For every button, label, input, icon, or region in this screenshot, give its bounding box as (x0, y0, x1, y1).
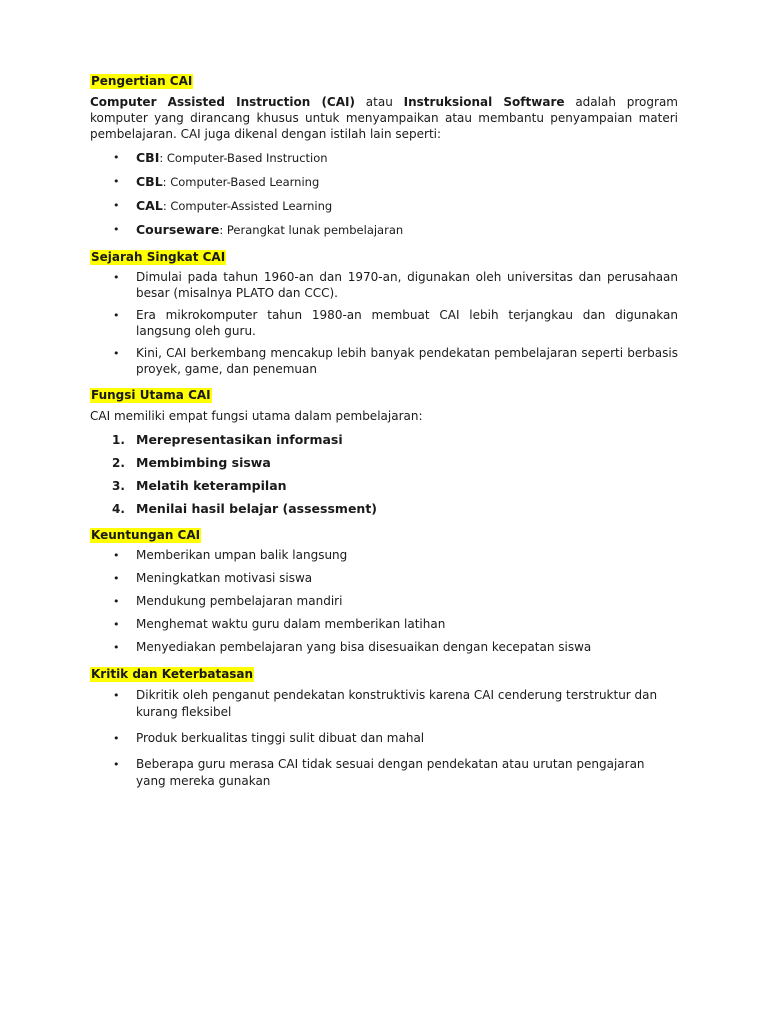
list-number: 4. (112, 502, 125, 516)
list-item-text: Meningkatkan motivasi siswa (136, 571, 313, 585)
bullet-icon: • (113, 618, 120, 631)
term-label: CAL (136, 198, 163, 213)
list-item (90, 308, 678, 339)
term-cai: Computer Assisted Instruction (CAI) (90, 95, 355, 109)
list-item (90, 150, 678, 166)
list-item (90, 571, 678, 586)
functions-list (90, 432, 678, 516)
heading-keuntungan-cai: Keuntungan CAI (91, 528, 201, 542)
list-item-text: Beberapa guru merasa CAI tidak sesuai dengan pendekatan atau urutan pengajaran yang mereka gunakan (136, 757, 645, 788)
list-item (90, 174, 678, 190)
list-number: 2. (112, 456, 125, 470)
functions-intro: CAI memiliki empat fungsi utama dalam pembelajaran: (90, 409, 423, 423)
list-item-text: Dimulai pada tahun 1960-an dan 1970-an, digunakan oleh universitas dan perusahaan besar (misalnya PLATO dan CCC). (136, 270, 678, 300)
list-item-text: Produk berkualitas tinggi sulit dibuat dan mahal (136, 731, 425, 745)
list-item (90, 455, 678, 470)
bullet-icon: • (113, 309, 120, 322)
list-item (90, 501, 678, 516)
list-item (90, 548, 678, 563)
bullet-icon: • (113, 549, 120, 562)
list-item-text: Era mikrokomputer tahun 1980-an membuat CAI lebih terjangkau dan digunakan langsung oleh guru. (136, 308, 678, 338)
benefits-list (90, 548, 678, 655)
list-item (90, 756, 678, 790)
list-item (90, 640, 678, 655)
heading-fungsi-utama-cai: Fungsi Utama CAI (91, 388, 211, 402)
list-item (90, 270, 678, 301)
definition-paragraph (90, 94, 678, 142)
alternate-terms-list (90, 150, 678, 238)
bullet-icon: • (113, 689, 120, 702)
list-item-text: Menyediakan pembelajaran yang bisa disesuaikan dengan kecepatan siswa (136, 640, 592, 654)
list-item-text: Menghemat waktu guru dalam memberikan latihan (136, 617, 446, 631)
term-instruksional-software: Instruksional Software (403, 95, 565, 109)
bullet-icon: • (113, 271, 120, 284)
list-item (90, 687, 678, 721)
list-item-text: Membimbing siswa (136, 455, 271, 470)
term-description: : Computer-Based Instruction (159, 151, 328, 165)
list-item (90, 478, 678, 493)
criticism-list (90, 687, 678, 790)
list-item (90, 222, 678, 238)
term-label: Courseware (136, 222, 220, 237)
bullet-icon: • (113, 758, 120, 771)
list-item-text: Kini, CAI berkembang mencakup lebih banyak pendekatan pembelajaran seperti berbasis proyek, game, dan penemuan (136, 346, 678, 376)
bullet-icon: • (113, 175, 120, 188)
heading-pengertian-cai: Pengertian CAI (91, 74, 193, 88)
list-item (90, 617, 678, 632)
list-item-text: Mendukung pembelajaran mandiri (136, 594, 343, 608)
list-item (90, 432, 678, 447)
document-body (90, 70, 678, 799)
bullet-icon: • (113, 641, 120, 654)
bullet-icon: • (113, 151, 120, 164)
list-number: 3. (112, 479, 125, 493)
term-description: : Computer-Assisted Learning (162, 199, 333, 213)
list-item-text: Dikritik oleh penganut pendekatan konstruktivis karena CAI cenderung terstruktur dan kurang fleksibel (136, 688, 658, 719)
list-item-text: Memberikan umpan balik langsung (136, 548, 348, 562)
heading-sejarah-singkat-cai: Sejarah Singkat CAI (91, 250, 226, 264)
list-item (90, 594, 678, 609)
connector-text: atau (354, 95, 404, 109)
history-list (90, 270, 678, 377)
list-item-text: Melatih keterampilan (136, 478, 287, 493)
definition-text: adalah program komputer yang dirancang khusus untuk menyampaikan atau membantu penyampaian materi pembelajaran. CAI juga dikenal dengan istilah lain seperti: (90, 95, 678, 141)
list-item-text: Menilai hasil belajar (assessment) (136, 501, 378, 516)
term-label: CBI (136, 150, 160, 165)
list-item (90, 346, 678, 377)
term-label: CBL (136, 174, 163, 189)
list-item-text: Merepresentasikan informasi (136, 432, 343, 447)
bullet-icon: • (113, 347, 120, 360)
heading-kritik-dan-keterbatasan: Kritik dan Keterbatasan (91, 667, 254, 681)
bullet-icon: • (113, 572, 120, 585)
list-item (90, 198, 678, 214)
bullet-icon: • (113, 595, 120, 608)
list-item (90, 730, 678, 747)
bullet-icon: • (113, 223, 120, 236)
list-number: 1. (112, 433, 125, 447)
bullet-icon: • (113, 732, 120, 745)
term-description: : Computer-Based Learning (162, 175, 320, 189)
term-description: : Perangkat lunak pembelajaran (219, 223, 404, 237)
bullet-icon: • (113, 199, 120, 212)
